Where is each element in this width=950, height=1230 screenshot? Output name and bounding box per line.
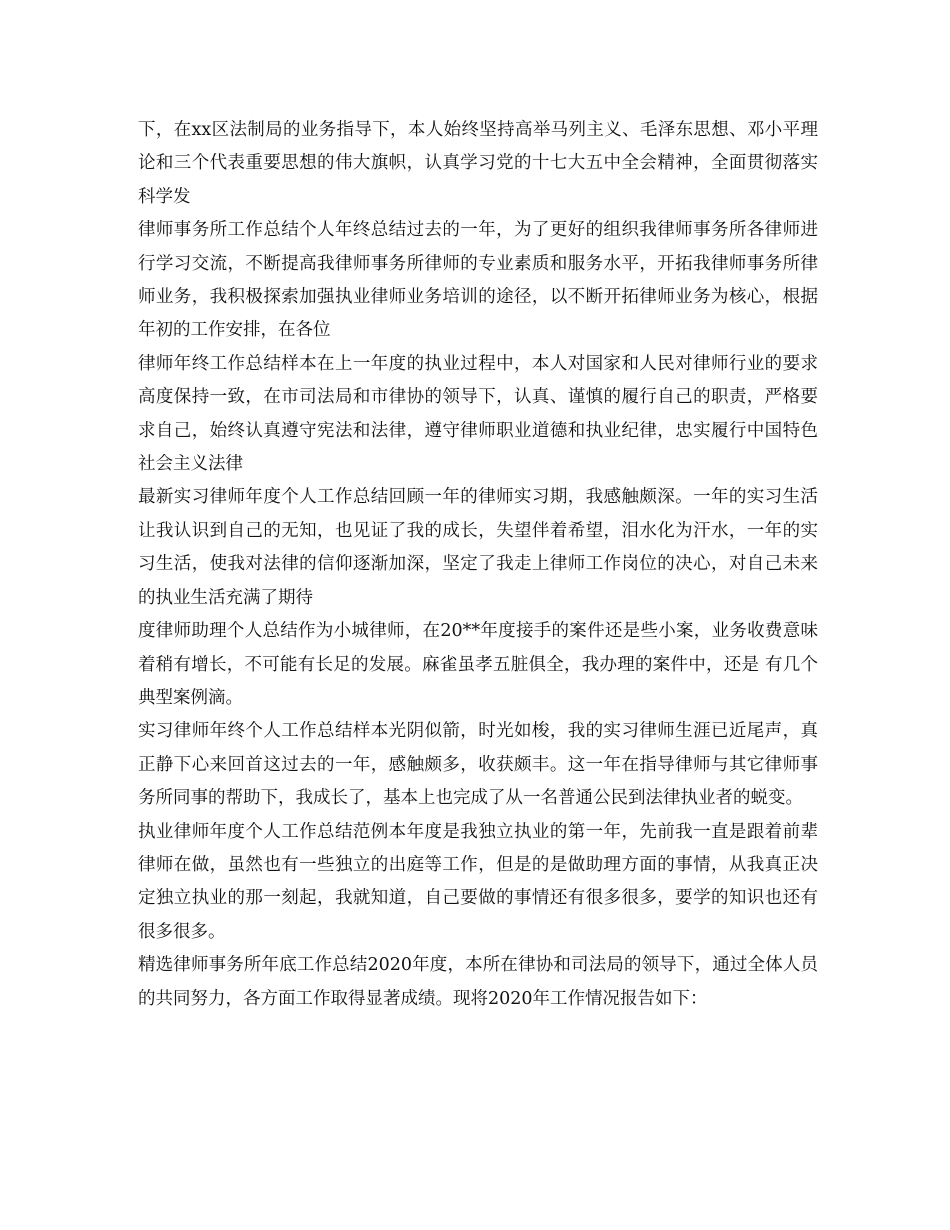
paragraph-law-firm-year-end-summary: 律师事务所工作总结个人年终总结过去的一年，为了更好的组织我律师事务所各律师进行学习交流，不断提高我律师事务所律师的专业素质和服务水平，开拓我律师事务所律师业务，我积极探索加强执业律师业务培训的途径，以不断开拓律师业务为核心，根据年初的工作安排，在各位 (138, 220, 818, 341)
paragraph-trainee-year-end-sample: 实习律师年终个人工作总结样本光阴似箭，时光如梭，我的实习律师生涯已近尾声，真正静下心来回首这过去的一年，感触颇多，收获颇丰。这一年在指导律师与其它律师事务所同事的帮助下，我成长了，基本上也完成了从一名普通公民到法律执业者的蜕变。 (138, 721, 818, 809)
paragraph-practicing-lawyer-example: 执业律师年度个人工作总结范例本年度是我独立执业的第一年，先前我一直是跟着前辈律师在做，虽然也有一些独立的出庭等工作，但是的是做助理方面的事情，从我真正决定独立执业的那一刻起，我就知道，自己要做的事情还有很多很多，要学的知识也还有很多很多。 (138, 821, 818, 942)
paragraph-intro-continuation: 下，在xx区法制局的业务指导下，本人始终坚持高举马列主义、毛泽东思想、邓小平理论和三个代表重要思想的伟大旗帜，认真学习党的十七大五中全会精神，全面贯彻落实科学发 (138, 120, 818, 207)
paragraph-lawyer-assistant-summary: 度律师助理个人总结作为小城律师，在20**年度接手的案件还是些小案，业务收费意味着稍有增长，不可能有长足的发展。麻雀虽孝五脏俱全，我办理的案件中，还是 有几个典型案例滴。 (138, 621, 818, 708)
document-body (138, 114, 818, 1016)
paragraph-lawyer-year-end-sample: 律师年终工作总结样本在上一年度的执业过程中，本人对国家和人民对律师行业的要求高度保持一致，在市司法局和市律协的领导下，认真、谨慎的履行自己的职责，严格要求自己，始终认真遵守宪法和法律，遵守律师职业道德和执业纪律，忠实履行中国特色社会主义法律 (138, 353, 818, 475)
paragraph-trainee-annual-summary: 最新实习律师年度个人工作总结回顾一年的律师实习期，我感触颇深。一年的实习生活让我认识到自己的无知，也见证了我的成长，失望伴着希望，泪水化为汗水，一年的实习生活，使我对法律的信仰逐渐加深，坚定了我走上律师工作岗位的决心，对自己未来的执业生活充满了期待 (138, 487, 818, 608)
paragraph-law-firm-annual-report: 精选律师事务所年底工作总结2020年度，本所在律协和司法局的领导下，通过全体人员的共同努力，各方面工作取得显著成绩。现将2020年工作情况报告如下： (138, 955, 818, 1009)
